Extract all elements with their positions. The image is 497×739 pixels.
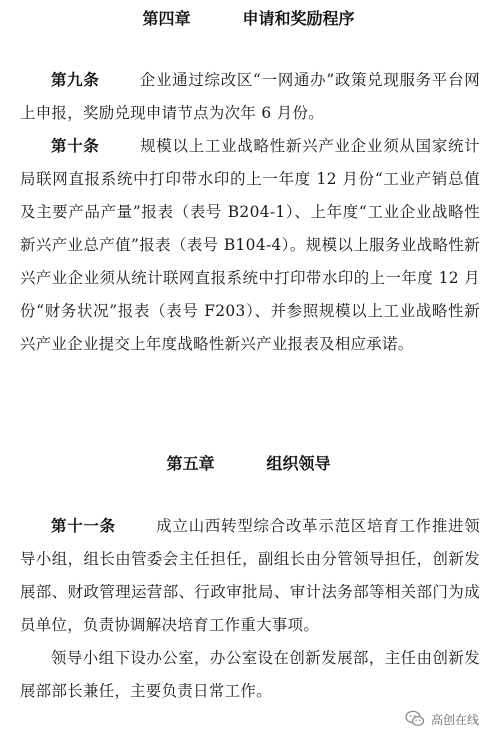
chapter-4-title: 申请和奖励程序 xyxy=(242,9,355,28)
article-10 xyxy=(20,130,480,361)
article-9 xyxy=(20,64,480,130)
article-9-text: 企业通过综改区“一网通办”政策兑现服务平台网上申报，奖励兑现申请节点为次年 6 月份。 xyxy=(20,71,480,122)
article-9-label: 第九条 xyxy=(51,71,100,89)
chapter-5-heading xyxy=(0,453,497,475)
article-10-label: 第十条 xyxy=(51,137,100,155)
paragraph-office xyxy=(20,642,480,708)
article-11-label: 第十一条 xyxy=(51,517,116,535)
chapter-4-number: 第四章 xyxy=(142,9,191,28)
article-10-text: 规模以上工业战略性新兴产业企业须从国家统计局联网直报系统中打印带水印的上一年度 12 月份“工业产销总值及主要产品产量”报表（表号 B204-1）、上年度“工业企业战略性新兴产业总产值”报表（表号 B104-4）。规模以上服务业战略性新兴产业企业须从统计联网直报系统中打印带水印的上一年度 12 月份“财务状况”报表（表号 F203）、并参照规模以上工业战略性新兴产业企业提交上年度战略性新兴产业报表及相应承诺。 xyxy=(20,137,480,353)
watermark xyxy=(405,707,479,731)
chapter-4-heading xyxy=(0,8,497,30)
article-11 xyxy=(20,510,480,642)
chapter-5-title: 组织领导 xyxy=(266,454,331,473)
wechat-icon xyxy=(405,710,425,728)
watermark-text: 高创在线 xyxy=(430,712,479,727)
article-11-text: 成立山西转型综合改革示范区培育工作推进领导小组，组长由管委会主任担任，副组长由分管领导担任，创新发展部、财政管理运营部、行政审批局、审计法务部等相关部门为成员单位，负责协调解决培育工作重大事项。 xyxy=(20,517,480,634)
chapter-5-number: 第五章 xyxy=(166,454,215,473)
paragraph-office-text: 领导小组下设办公室，办公室设在创新发展部，主任由创新发展部部长兼任，主要负责日常工作。 xyxy=(20,649,480,700)
